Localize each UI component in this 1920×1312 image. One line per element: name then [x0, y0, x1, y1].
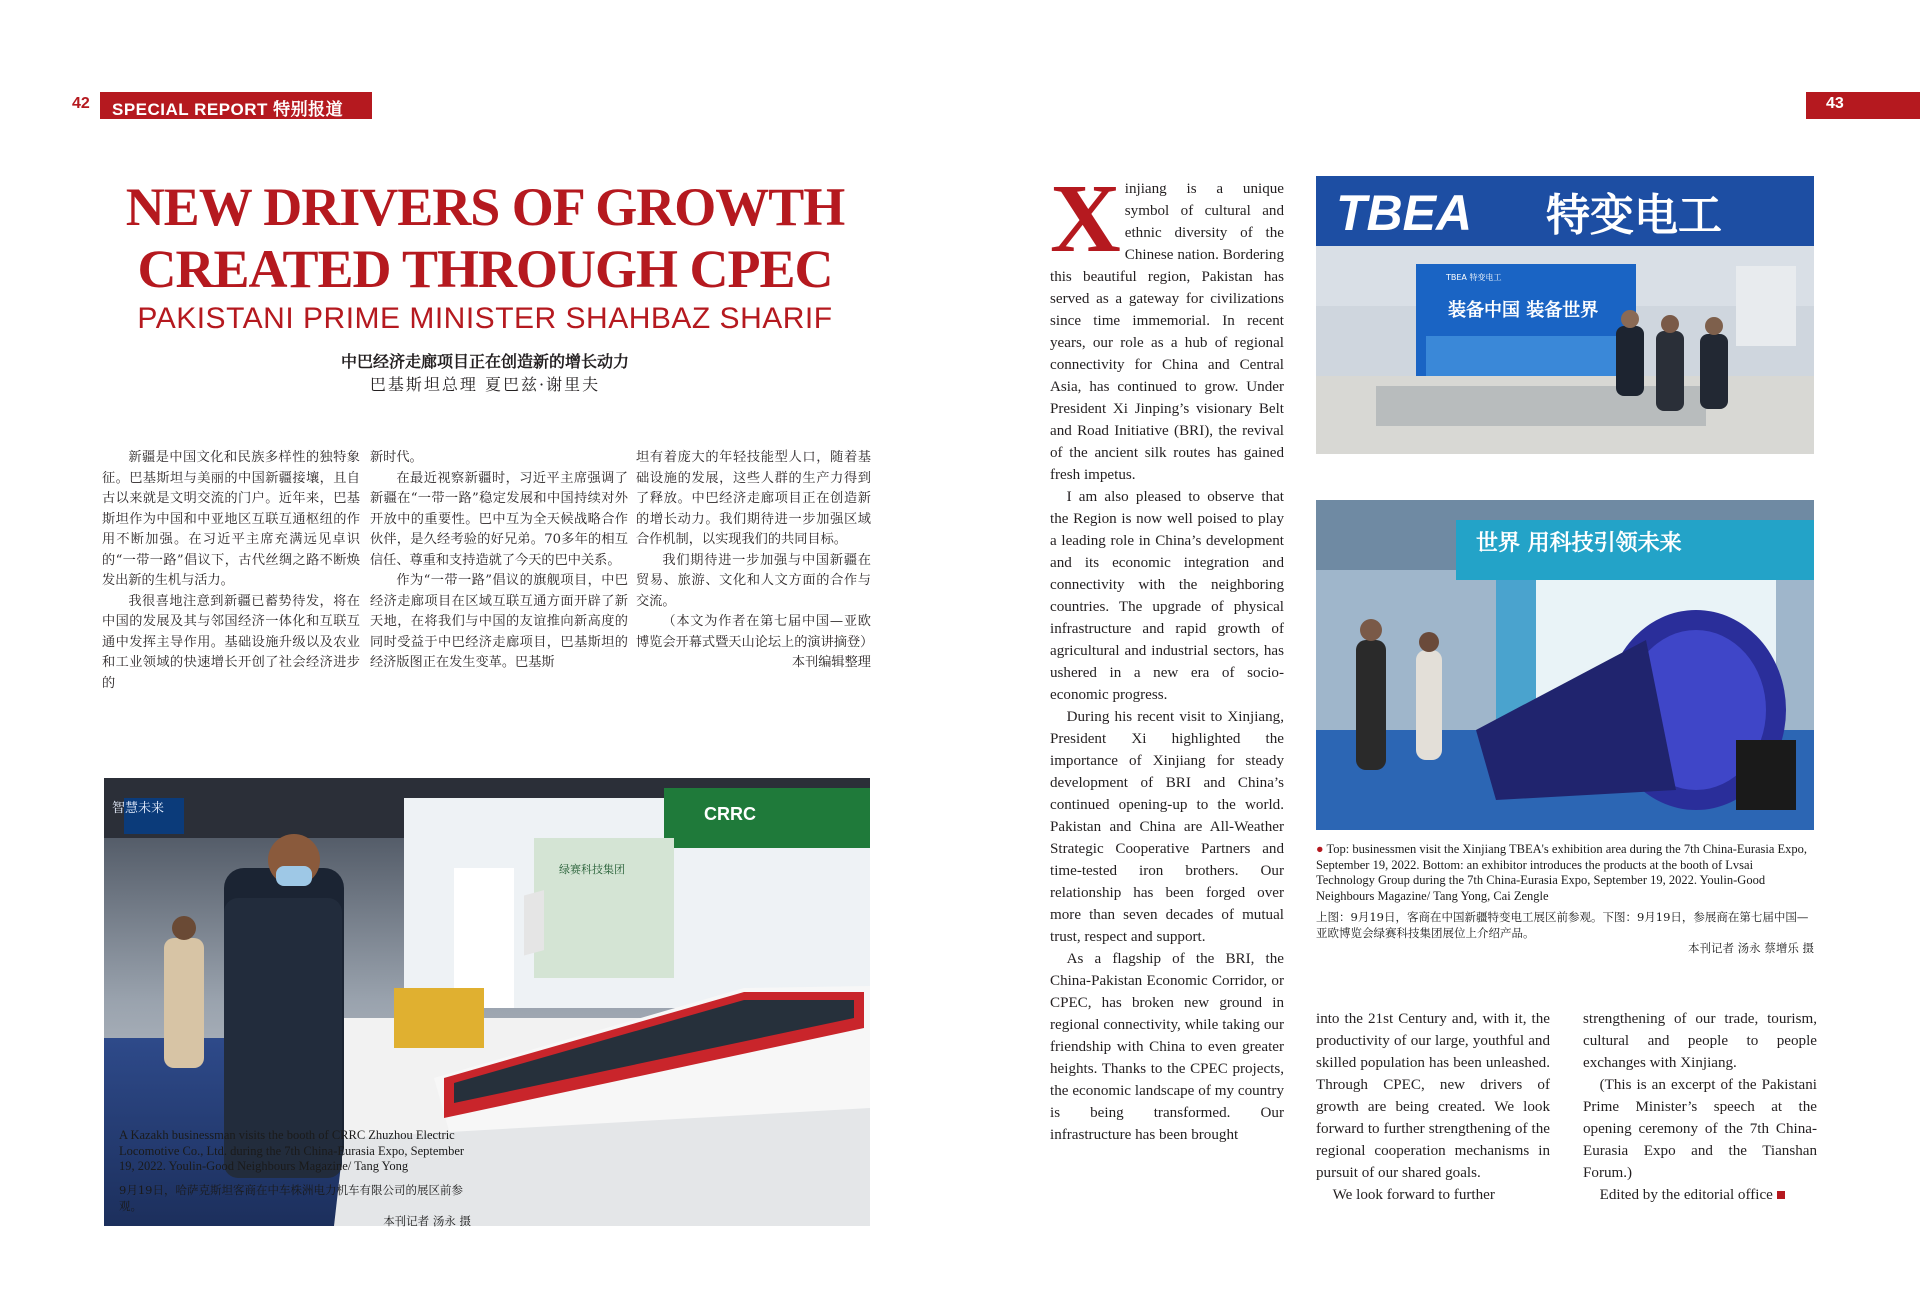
cn-signoff: 本刊编辑整理	[791, 655, 871, 670]
title-line-2: CREATED THROUGH CPEC	[137, 239, 833, 299]
right-caption-cn-text: 上图：9月19日，客商在中国新疆特变电工展区前参观。下图：9月19日，参展商在第七届中国—亚欧博览会绿赛科技集团展位上介绍产品。	[1316, 910, 1809, 940]
cn-column-1	[102, 448, 360, 694]
tbea-booth-small: TBEA 特变电工	[1446, 273, 1502, 282]
camera-icon: ●	[1316, 842, 1324, 856]
cn-column-2	[370, 448, 628, 674]
cn-paragraph: 我很喜地注意到新疆已蓄势待发，将在中国的发展及其与邻国经济一体化和互联互通中发挥主导作用。基础设施升级以及农业和工业领域的快速增长开创了社会经济进步的	[102, 593, 360, 691]
board-text-1: 智慧未来	[112, 801, 165, 816]
en-paragraph-4: As a flagship of the BRI, the China-Pakistan Economic Corridor, or CPEC, has broken new ground in regional connectivity, while taking our friendship with China to even greater heights. Thanks to the CPEC projects, the economic landscape of my country is being transformed. Our infrastructure has been brought	[1050, 951, 1284, 1143]
left-photo-caption-en: A Kazakh businessman visits the booth of CRRC Zhuzhou Electric Locomotive Co., Ltd. during the 7th China-Eurasia Expo, September 19, 2022. Youlin-Good Neighbours Magazine/ Tang Yong	[119, 1128, 465, 1173]
board-text-3: 绿赛科技集团	[559, 863, 625, 876]
tbea-booth-photo	[1316, 176, 1814, 454]
en-column-1	[1050, 165, 1284, 1146]
right-page-number-box	[1806, 92, 1920, 119]
en-column-2	[1316, 1008, 1550, 1206]
cn-paragraph: 作为“一带一路”倡议的旗舰项目，中巴经济走廊项目在区域互联互通方面开辟了新天地，在将我们与中国的友谊推向新高度的同时受益于中巴经济走廊项目，巴基斯坦的经济版图正在发生变革。巴基斯	[370, 573, 628, 670]
left-photo-caption-cn	[119, 1183, 471, 1230]
en-paragraph: (This is an excerpt of the Pakistani Prime Minister’s speech at the opening ceremony of the 7th China-Eurasia Expo and the Tianshan Forum.)	[1583, 1077, 1817, 1181]
end-mark-icon	[1777, 1191, 1785, 1199]
en-paragraph-2: I am also pleased to observe that the Region is now well poised to play a leading role in China’s development and its economic integration and connectivity with the neighboring countries. The upgrade of physical infrastructure and rapid growth of agricultural and industrial sectors, has ushered in a new era of socio-economic progress.	[1050, 489, 1284, 703]
en-column-3	[1583, 1008, 1817, 1206]
title-line-1: NEW DRIVERS OF GROWTH	[125, 177, 845, 237]
right-photo-credit: 本刊记者 汤永 蔡增乐 摄	[1688, 941, 1814, 955]
tbea-screen-text: 装备中国 装备世界	[1448, 300, 1599, 321]
dropcap: X	[1050, 165, 1121, 273]
cn-paragraph: （本文为作者在第七届中国—亚欧博览会开幕式暨天山论坛上的演讲摘登）	[636, 614, 874, 650]
en-signoff-para	[1583, 1184, 1817, 1206]
en-paragraph: into the 21st Century and, with it, the productivity of our large, youthful and skilled population has been unleashed. Through CPEC, new drivers of growth are being created. We look forward to further strengthening of the regional cooperation mechanisms in pursuit of our shared goals.	[1316, 1011, 1550, 1181]
left-page-number-box	[0, 92, 100, 119]
left-caption-cn-text: 9月19日，哈萨克斯坦客商在中车株洲电力机车有限公司的展区前参观。	[119, 1183, 463, 1213]
cn-paragraph: 坦有着庞大的年轻技能型人口，随着基础设施的发展，这些人群的生产力得到了释放。中巴经济走廊项目正在创造新的增长动力。我们期待进一步加强区域合作机制，以实现我们的共同目标。	[636, 450, 871, 547]
section-label: SPECIAL REPORT 特别报道	[112, 100, 344, 119]
cn-title: 中巴经济走廊项目正在创造新的增长动力	[340, 352, 629, 371]
right-page-number: 43	[1826, 95, 1844, 112]
left-photo-credit: 本刊记者 汤永 摄	[383, 1214, 471, 1228]
cn-paragraph: 我们期待进一步加强与中国新疆在贸易、旅游、文化和人文方面的合作与交流。	[636, 552, 871, 609]
board-text-2: CRRC	[704, 804, 756, 824]
cn-byline: 巴基斯坦总理 夏巴兹·谢里夫	[369, 375, 601, 394]
en-paragraph: We look forward to further	[1332, 1187, 1495, 1203]
tbea-banner-cn: 特变电工	[1546, 190, 1722, 241]
article-title	[100, 176, 870, 300]
tbea-banner-en: TBEA	[1336, 185, 1473, 241]
cn-column-3	[636, 448, 874, 674]
lvsai-banner: 世界 用科技引领未来	[1476, 531, 1682, 556]
lvsai-booth-photo	[1316, 500, 1814, 830]
article-subtitle: PAKISTANI PRIME MINISTER SHAHBAZ SHARIF	[137, 302, 833, 335]
right-photo-caption-cn	[1316, 910, 1814, 957]
en-signoff: Edited by the editorial office	[1599, 1187, 1773, 1203]
en-paragraph: strengthening of our trade, tourism, cultural and people to people exchanges with Xinjiang.	[1583, 1011, 1817, 1071]
cn-paragraph: 新时代。	[370, 450, 423, 465]
en-paragraph-3: During his recent visit to Xinjiang, President Xi highlighted the importance of Xinjiang for steady development of BRI and China’s continued opening-up to the world. Pakistan and China are All-Weather Strategic Cooperative Partners and time-tested iron brothers. Our relationship has been forged over more than seven decades of mutual trust, respect and support.	[1050, 709, 1284, 945]
en-paragraph-1: Xinjiang is a unique symbol of cultural and ethnic diversity of the Chinese nation. Bordering this beautiful region, Pakistan has served as a gateway for civilizations since time immemorial. In recent years, our role as a hub of regional connectivity for China and Central Asia, has continued to grow. Under President Xi Jinping’s visionary Belt and Road Initiative (BRI), the revival of the ancient silk routes has gained fresh impetus.	[1050, 165, 1284, 483]
cn-paragraph: 在最近视察新疆时，习近平主席强调了新疆在“一带一路”稳定发展和中国持续对外开放中的重要性。巴中互为全天候战略合作伙伴，是久经考验的好兄弟。70多年的相互信任、尊重和支持造就了今天的巴中关系。	[370, 470, 628, 568]
right-photo-caption-en: ● Top: businessmen visit the Xinjiang TBEA's exhibition area during the 7th China-Eurasia Expo, September 19, 2022. Bottom: an exhibitor introduces the products at the booth of Lvsai Technology Group during the 7th China-Eurasia Expo, September 19, 2022. Youlin-Good Neighbours Magazine/ Tang Yong, Cai Zengle	[1316, 842, 1808, 903]
cn-paragraph: 新疆是中国文化和民族多样性的独特象征。巴基斯坦与美丽的中国新疆接壤，且自古以来就是文明交流的门户。近年来，巴基斯坦作为中国和中亚地区互联互通枢纽的作用不断加强。在习近平主席充满远见卓识的“一带一路”倡议下，古代丝绸之路不断焕发出新的生机与活力。	[102, 450, 360, 588]
left-page-number: 42	[72, 95, 90, 112]
